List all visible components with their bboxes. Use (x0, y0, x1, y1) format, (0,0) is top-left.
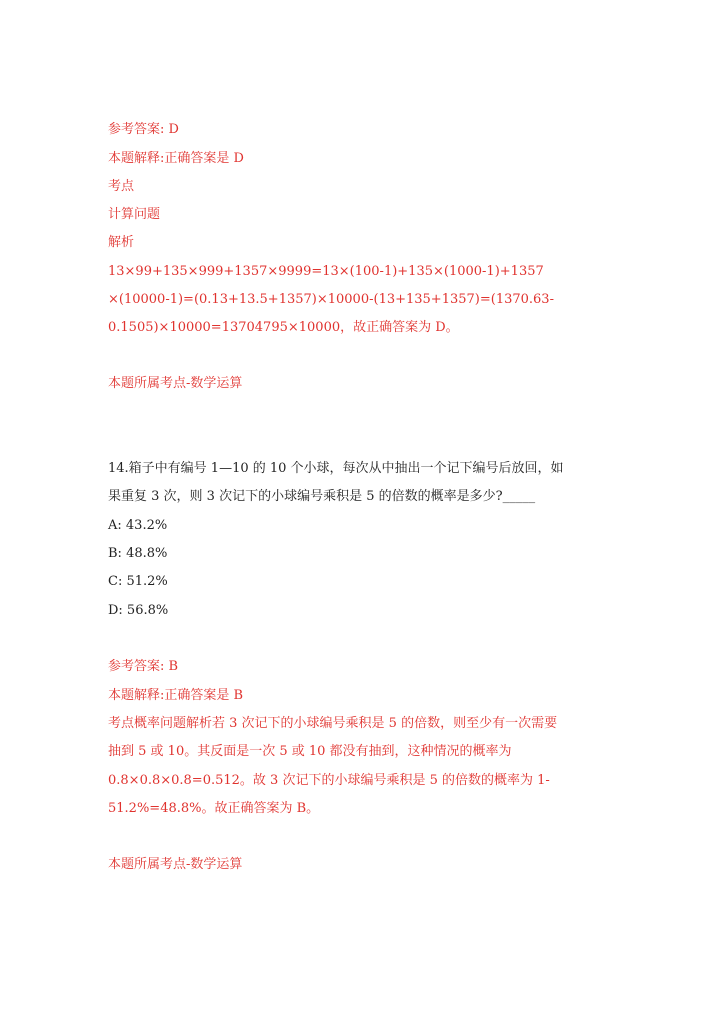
kaodian-label-1: 考点 (108, 179, 135, 194)
jiexi-line-2: ×(10000-1)=(0.13+13.5+1357)×10000-(13+135+1357)=(1370.63- (108, 292, 554, 307)
analysis-line-1: 考点概率问题解析若 3 次记下的小球编号乘积是 5 的倍数，则至少有一次需要 (108, 716, 558, 731)
option-b: B: 48.8% (108, 546, 168, 561)
question-14-stem-line-1: 14.箱子中有编号 1—10 的 10 个小球，每次从中抽出一个记下编号后放回，如 (108, 461, 564, 476)
jiexi-line-3: 0.1505)×10000=13704795×10000，故正确答案为 D。 (108, 320, 459, 335)
option-d: D: 56.8% (108, 603, 169, 618)
reference-answer-1: 参考答案: D (108, 122, 179, 137)
kaodian-value-1: 计算问题 (108, 207, 161, 222)
category-1: 本题所属考点-数学运算 (108, 376, 243, 391)
analysis-line-4: 51.2%=48.8%。故正确答案为 B。 (108, 801, 320, 816)
reference-answer-2: 参考答案: B (108, 659, 179, 674)
category-2: 本题所属考点-数学运算 (108, 857, 243, 872)
explanation-1: 本题解释:正确答案是 D (108, 151, 244, 166)
question-14-stem-line-2: 果重复 3 次，则 3 次记下的小球编号乘积是 5 的倍数的概率是多少?_____ (108, 489, 536, 504)
analysis-line-2: 抽到 5 或 10。其反面是一次 5 或 10 都没有抽到，这种情况的概率为 (108, 744, 512, 759)
option-c: C: 51.2% (108, 574, 168, 589)
jiexi-line-1: 13×99+135×999+1357×9999=13×(100-1)+135×(1000-1)+1357 (108, 264, 544, 279)
explanation-2: 本题解释:正确答案是 B (108, 688, 244, 703)
option-a: A: 43.2% (108, 518, 168, 533)
jiexi-label-1: 解析 (108, 235, 135, 250)
analysis-line-3: 0.8×0.8×0.8=0.512。故 3 次记下的小球编号乘积是 5 的倍数的概率为 1- (108, 773, 550, 788)
